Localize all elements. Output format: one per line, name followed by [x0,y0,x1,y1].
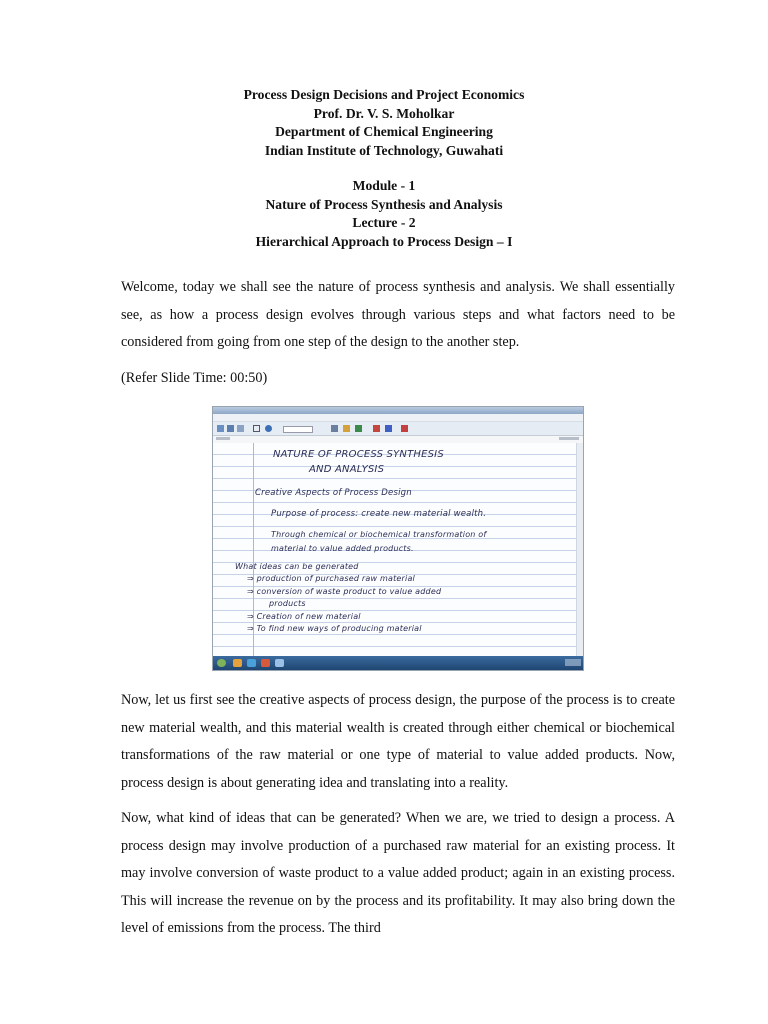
lecture-number: Lecture - 2 [352,215,416,230]
save-icon [227,425,234,432]
browser-icon [247,659,256,667]
department-name: Department of Chemical Engineering [275,124,493,139]
slide-title-line1: NATURE OF PROCESS SYNTHESIS [273,449,444,460]
paragraph-creative-aspects: Now, let us first see the creative aspects of process design, the purpose of the process is to create new material wealth, and this material wealth is created through either chemical or biochemical transformations of the raw material or one type of material to value added products. Now, process design is about generating idea and translating into a reality. [121,692,675,791]
color-icon [373,425,380,432]
page-width-select [283,426,313,433]
eraser-icon [355,425,362,432]
undo-icon [265,425,272,432]
module-title: Nature of Process Synthesis and Analysis [265,196,503,212]
slide-item3: ⇒ Creation of new material [247,612,361,621]
taskbar-clock [565,659,581,666]
highlighter-icon [343,425,350,432]
slide-heading: Creative Aspects of Process Design [255,488,412,498]
slide-item1: ⇒ production of purchased raw material [247,574,415,583]
os-taskbar [213,656,584,670]
start-icon [217,659,226,667]
slide-screenshot [212,406,584,671]
open-icon [217,425,224,432]
window-toolbar [213,422,583,436]
lecture-title: Hierarchical Approach to Process Design – I [255,233,513,249]
slide-item2: ⇒ conversion of waste product to value added [247,587,442,596]
vertical-scrollbar [576,443,583,658]
pen-icon [331,425,338,432]
slide-item2-cont: products [269,599,306,608]
explorer-icon [233,659,242,667]
course-title: Process Design Decisions and Project Economics [243,87,525,102]
insert-icon [401,425,408,432]
media-icon [261,659,270,667]
select-icon [385,425,392,432]
paragraph-ideas: Now, what kind of ideas that can be generated? When we are, we tried to design a process. A process design may involve production of a purchased raw material for an existing process. It may involve conversion of waste product to a value added product; again in an existing process. This will increase the revenue on by the process and its profitability. It may also bring down the level of emissions from the process. The third [121,810,675,936]
slide-item4: ⇒ To find new ways of producing material [247,624,422,633]
print-icon [237,425,244,432]
document-header [0,86,768,251]
intro-paragraph: Welcome, today we shall see the nature of process synthesis and analysis. We shall essentially see, as how a process design evolves through various steps and what factors need to be considered from going from one step of the design to the another step. [121,279,675,350]
journal-icon [275,659,284,667]
institute-name: Indian Institute of Technology, Guwahati [264,142,504,158]
window-menubar [213,414,583,422]
slide-title-line2: AND ANALYSIS [309,464,385,475]
window-titlebar [213,407,583,414]
slide-through-line2: material to value added products. [271,544,414,553]
slide-ideas: What ideas can be generated [235,562,359,571]
professor-name: Prof. Dr. V. S. Moholkar [313,105,455,121]
module-number: Module - 1 [352,178,416,193]
handwritten-notes [213,443,584,658]
refer-slide-time: (Refer Slide Time: 00:50) [121,370,268,386]
slide-purpose: Purpose of process: create new material wealth. [271,509,487,519]
slide-through-line1: Through chemical or biochemical transformation of [271,530,487,539]
page-icon [253,425,260,432]
